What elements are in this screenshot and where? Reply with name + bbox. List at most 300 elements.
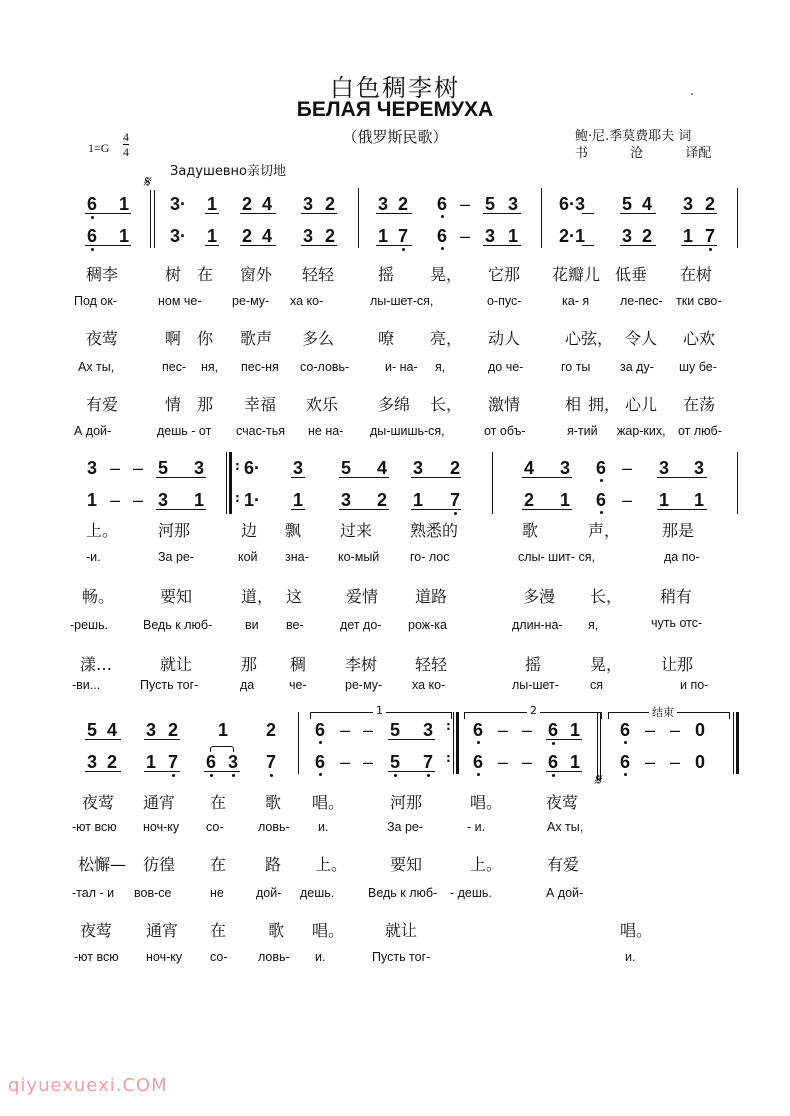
volta-2: [464, 704, 602, 719]
repeat-end-bar: [453, 712, 454, 774]
lyric: пес-: [162, 360, 187, 374]
beam: [205, 213, 219, 214]
low-octave-dot: [441, 247, 444, 250]
beam: [85, 245, 131, 246]
beam: [388, 771, 435, 772]
note: 2: [398, 194, 409, 214]
barline: [298, 712, 299, 774]
lyric: со-: [210, 950, 228, 964]
note: 1: [560, 490, 571, 510]
note: 4: [262, 226, 273, 246]
lyric: 多么: [302, 329, 335, 348]
dash: –: [622, 458, 633, 478]
lyric: 有爱: [86, 395, 119, 414]
repeat-start-bar: [229, 452, 232, 514]
translator-name-1: 书: [575, 146, 589, 161]
note: 7: [450, 490, 461, 510]
lyric: 稍有: [660, 587, 693, 606]
lyric: 晃，: [590, 655, 623, 674]
barline: [737, 452, 738, 514]
lyric: го ты: [561, 360, 591, 374]
lyric: 长，: [590, 587, 623, 606]
lyric: ня,: [201, 360, 219, 374]
lyric: 就让: [160, 655, 193, 674]
lyric: -ют всю: [72, 820, 117, 834]
note: 6: [87, 194, 98, 214]
lyric: от объ-: [484, 424, 526, 438]
lyric: от люб-: [678, 424, 722, 438]
lyric: и.: [318, 820, 329, 834]
lyric: 过来: [340, 521, 373, 540]
repeat-dots: :: [235, 491, 240, 505]
lyric: 歌: [268, 921, 285, 940]
lyric: и.: [315, 950, 326, 964]
lyric: - дешь.: [450, 886, 492, 900]
beam: [522, 477, 572, 478]
dash: –: [133, 490, 144, 510]
volta-1: [310, 704, 452, 719]
note: 7: [398, 226, 409, 246]
lyric: 多漫: [523, 587, 556, 606]
dash: –: [498, 752, 509, 772]
low-octave-dot: [454, 512, 457, 515]
note: 6: [315, 752, 326, 772]
low-octave-dot: [91, 248, 94, 251]
lyric: не: [210, 886, 224, 900]
dash: –: [460, 194, 471, 214]
credits: [575, 128, 711, 162]
low-octave-dot: [270, 774, 273, 777]
note: 3: [194, 458, 205, 478]
note: 2: [642, 226, 653, 246]
note: 1: [413, 490, 424, 510]
barline: [737, 188, 738, 248]
lyric: 这: [286, 587, 303, 606]
lyric: 通宵: [143, 793, 176, 812]
note: 1: [87, 490, 98, 510]
low-octave-dot: [441, 215, 444, 218]
lyric: 稠: [290, 655, 307, 674]
lyric: 在: [197, 265, 214, 284]
lyric: кой: [238, 550, 258, 564]
lyric: и.: [625, 950, 636, 964]
lyric: я-тий: [567, 424, 598, 438]
dash: –: [110, 490, 121, 510]
lyric: до че-: [488, 360, 524, 374]
lyric: 上。: [315, 855, 348, 874]
beam: [205, 245, 219, 246]
dash: –: [670, 752, 681, 772]
beam: [483, 245, 521, 246]
dash: –: [645, 720, 656, 740]
lyric: ле-пес-: [620, 294, 663, 308]
beam: [657, 477, 707, 478]
lyric: 多绵: [378, 395, 411, 414]
beam: [291, 477, 305, 478]
lyric: -и.: [86, 550, 101, 564]
lyric: 就让: [385, 921, 418, 940]
lyric: дет до-: [340, 618, 382, 632]
low-octave-dot: [172, 774, 175, 777]
beam: [411, 477, 461, 478]
note: 5: [622, 194, 633, 214]
beam: [376, 245, 412, 246]
lyric: тки сво-: [676, 294, 722, 308]
lyric: 拥，: [588, 395, 621, 414]
low-octave-dot: [402, 248, 405, 251]
lyric: 在: [210, 793, 227, 812]
key-signature: 1=G: [88, 141, 110, 155]
lyric: ка- я: [562, 294, 590, 308]
dash: –: [522, 720, 533, 740]
note: 4: [107, 720, 118, 740]
note: 3: [683, 194, 694, 214]
repeat-dots: :: [235, 459, 240, 473]
dash: –: [340, 720, 351, 740]
note: 5: [390, 752, 401, 772]
note: 2: [168, 720, 179, 740]
lyric: -ют всю: [74, 950, 119, 964]
note: 4: [377, 458, 388, 478]
beam: [144, 739, 180, 740]
note: 3: [622, 226, 633, 246]
lyric: и по-: [680, 678, 709, 692]
lyric: ре-му-: [345, 678, 383, 692]
note: 3: [560, 458, 571, 478]
time-top: 4: [123, 130, 129, 144]
lyric: 有爱: [547, 855, 580, 874]
note: 3: [423, 720, 434, 740]
beam: [620, 213, 656, 214]
note: 1: [119, 226, 130, 246]
lyric: 路: [265, 855, 282, 874]
lyric: ноч-ку: [143, 820, 180, 834]
note: 7: [705, 226, 716, 246]
note: 6: [87, 226, 98, 246]
lyric: ды-шишь-ся,: [370, 424, 445, 438]
lyric: 那: [241, 655, 258, 674]
lyric: длин-на-: [512, 618, 563, 632]
note: 7: [423, 752, 434, 772]
note: 3: [508, 194, 519, 214]
low-octave-dot: [600, 479, 603, 482]
lyric: -решь.: [70, 618, 109, 632]
low-octave-dot: [210, 774, 213, 777]
lyric: со-: [206, 820, 224, 834]
final-bar: [733, 712, 734, 774]
lyric: о-пус-: [487, 294, 522, 308]
dash: –: [363, 752, 374, 772]
note: 7: [266, 752, 277, 772]
lyric: 彷徨: [143, 855, 176, 874]
note: 3: [293, 458, 304, 478]
lyric: 熟悉的: [410, 521, 459, 540]
translator: [575, 145, 711, 162]
lyric: 唱。: [312, 921, 345, 940]
lyric: шу бе-: [679, 360, 717, 374]
beam: [240, 213, 276, 214]
lyric: Ведь к люб-: [143, 618, 213, 632]
note: 1: [570, 752, 581, 772]
note: 6: [548, 720, 559, 740]
lyric: А дой-: [546, 886, 584, 900]
lyric: ноч-ку: [146, 950, 183, 964]
lyric: 畅。: [82, 587, 115, 606]
lyric: - и.: [467, 820, 486, 834]
lyric: 长，: [430, 395, 463, 414]
dash: –: [522, 752, 533, 772]
repeat-dots: :: [446, 751, 451, 765]
lyric: за ду-: [620, 360, 654, 374]
lyric: 摇: [525, 655, 542, 674]
lyric: дешь.: [300, 886, 335, 900]
lyric: го- лос: [410, 550, 450, 564]
lyric: 夜莺: [86, 329, 119, 348]
lyric: ви: [245, 618, 259, 632]
lyric: я,: [588, 618, 599, 632]
note: 1: [293, 490, 304, 510]
lyric: 唱。: [312, 793, 345, 812]
note: 5: [87, 720, 98, 740]
lyric: 相: [565, 395, 582, 414]
lyric: 令人: [625, 329, 658, 348]
repeat-start-bar: [226, 452, 227, 514]
lyric: Ведь к люб-: [368, 886, 438, 900]
volta-end: [608, 706, 730, 719]
lyric: 河那: [390, 793, 423, 812]
lyric: 动人: [488, 329, 521, 348]
beam: [483, 213, 521, 214]
lyric: 夜莺: [546, 793, 579, 812]
note: 3: [303, 194, 314, 214]
beam: [620, 245, 656, 246]
lyric: ловь-: [258, 820, 290, 834]
lyric: 飘: [285, 521, 302, 540]
note: 1: [207, 194, 218, 214]
beam: [681, 213, 717, 214]
lyric: 花瓣儿: [552, 265, 601, 284]
note: 6: [548, 752, 559, 772]
lyric: ко-мый: [338, 550, 380, 564]
lyric: 唱。: [620, 921, 653, 940]
beam: [582, 213, 594, 214]
beam: [582, 245, 594, 246]
lyric: 夜莺: [82, 793, 115, 812]
lyric: За ре-: [387, 820, 424, 834]
lyric: да по-: [664, 550, 700, 564]
note: 5: [158, 458, 169, 478]
lyric: Ах ты,: [78, 360, 115, 374]
beam: [339, 509, 389, 510]
lyric: 啊: [165, 329, 182, 348]
beam: [85, 739, 121, 740]
note: 0: [695, 752, 706, 772]
lyric: со-ловь-: [300, 360, 350, 374]
beam: [376, 213, 412, 214]
beam: [522, 509, 572, 510]
lyric: 唱。: [470, 793, 503, 812]
dash: –: [340, 752, 351, 772]
lyric: дой-: [256, 886, 282, 900]
note: 3: [87, 752, 98, 772]
lyricist: 鲍·尼.季莫费耶夫 词: [575, 129, 692, 144]
note: 2: [524, 490, 535, 510]
dash: –: [363, 720, 374, 740]
lyric: 让那: [661, 655, 694, 674]
double-bar: [154, 190, 155, 248]
note: 3: [158, 490, 169, 510]
translator-name-2: 沧: [630, 146, 644, 161]
lyric: За ре-: [158, 550, 195, 564]
note: 6: [315, 720, 326, 740]
note: 2: [242, 226, 253, 246]
low-octave-dot: [624, 773, 627, 776]
lyric: 轻轻: [302, 265, 335, 284]
repeat-end-bar: [456, 712, 459, 774]
lyric: 晃，: [430, 265, 463, 284]
low-octave-dot: [624, 741, 627, 744]
lyric: 要知: [390, 855, 423, 874]
note: 4: [642, 194, 653, 214]
note: 2: [377, 490, 388, 510]
lyric: 声，: [588, 521, 621, 540]
note: 1: [683, 226, 694, 246]
low-octave-dot: [319, 741, 322, 744]
lyric: 情: [165, 395, 182, 414]
dash: –: [460, 226, 471, 246]
lyric: 欢乐: [306, 395, 339, 414]
note: 3: [378, 194, 389, 214]
site-watermark: qiyuexuexi.COM: [8, 1075, 168, 1096]
lyric: -ви...: [72, 678, 101, 692]
note: 1: [218, 720, 229, 740]
note: 2: [107, 752, 118, 772]
note: 5: [341, 458, 352, 478]
note: 3: [303, 226, 314, 246]
lyric: 松懈—: [78, 855, 127, 874]
note: 3·: [170, 194, 187, 214]
time-bottom: 4: [123, 145, 129, 159]
volta-label: 结束: [649, 704, 677, 720]
barline: [358, 188, 359, 248]
low-octave-dot: [477, 741, 480, 744]
note: 3: [485, 226, 496, 246]
lyric: 歌声: [240, 329, 273, 348]
beam: [85, 771, 121, 772]
lyric: вов-се: [134, 886, 172, 900]
note: 1·: [244, 490, 261, 510]
lyric: 摇: [378, 265, 395, 284]
low-octave-dot: [552, 774, 555, 777]
dash: –: [670, 720, 681, 740]
beam: [339, 477, 389, 478]
dash: –: [498, 720, 509, 740]
beam: [301, 213, 337, 214]
lyric: 河那: [158, 521, 191, 540]
low-octave-dot: [427, 774, 430, 777]
lyric: 漾…: [80, 655, 113, 674]
segno-icon: 𝄋: [594, 770, 601, 789]
lyric: Пусть тог-: [140, 678, 199, 692]
lyric: Под ок-: [74, 294, 118, 308]
lyric: да: [240, 678, 255, 692]
note: 2·1: [559, 226, 586, 246]
lyric: жар-ких,: [617, 424, 666, 438]
lyric: ха ко-: [290, 294, 324, 308]
low-octave-dot: [319, 773, 322, 776]
lyric: 道，: [241, 587, 274, 606]
lyric: 心弦，: [565, 329, 614, 348]
note: 5: [390, 720, 401, 740]
note: 6: [473, 720, 484, 740]
lyric: пес-ня: [241, 360, 279, 374]
translator-role: 译配: [685, 146, 712, 161]
song-title-russian: БЕЛАЯ ЧЕРЕМУХА: [296, 98, 494, 121]
beam: [681, 245, 717, 246]
lyric: 上。: [86, 521, 119, 540]
beam: [85, 213, 131, 214]
lyric: 李树: [345, 655, 378, 674]
beam: [156, 477, 206, 478]
barline: [492, 452, 493, 514]
tempo-marking: Задушевно亲切地: [170, 164, 286, 179]
lyric: 在荡: [683, 395, 716, 414]
note: 4: [262, 194, 273, 214]
note: 6: [437, 194, 448, 214]
note: 1: [194, 490, 205, 510]
lyric: 幸福: [244, 395, 277, 414]
segno-icon: 𝄋: [143, 172, 150, 191]
lyric: 在: [210, 921, 227, 940]
lyric: че-: [289, 678, 307, 692]
beam: [411, 509, 461, 510]
dash: –: [133, 458, 144, 478]
lyric: ре-му-: [232, 294, 270, 308]
note: 1: [508, 226, 519, 246]
lyric: я,: [435, 360, 446, 374]
beam: [301, 245, 337, 246]
note: 2: [242, 194, 253, 214]
lyric: слы- шит- ся,: [518, 550, 596, 564]
low-octave-dot: [232, 774, 235, 777]
dash: –: [645, 752, 656, 772]
lyric: ловь-: [258, 950, 290, 964]
note: 2: [266, 720, 277, 740]
lyric: 你: [197, 329, 214, 348]
note: 1: [570, 720, 581, 740]
note: 1: [146, 752, 157, 772]
low-octave-dot: [552, 742, 555, 745]
note: 2: [705, 194, 716, 214]
lyric: 在: [210, 855, 227, 874]
low-octave-dot: [477, 773, 480, 776]
time-signature: [123, 130, 129, 159]
dash: –: [110, 458, 121, 478]
lyric: счас-тья: [236, 424, 285, 438]
note: 6: [206, 752, 217, 772]
lyric: ве-: [286, 618, 304, 632]
note: 3: [341, 490, 352, 510]
note: 6: [596, 490, 607, 510]
volta-label: 1: [373, 704, 386, 717]
barline: [541, 188, 542, 248]
beam: [204, 771, 240, 772]
beam: [156, 509, 206, 510]
lyric: и- на-: [385, 360, 418, 374]
lyric: 激情: [488, 395, 521, 414]
final-bar: [736, 712, 739, 774]
note: 3: [146, 720, 157, 740]
